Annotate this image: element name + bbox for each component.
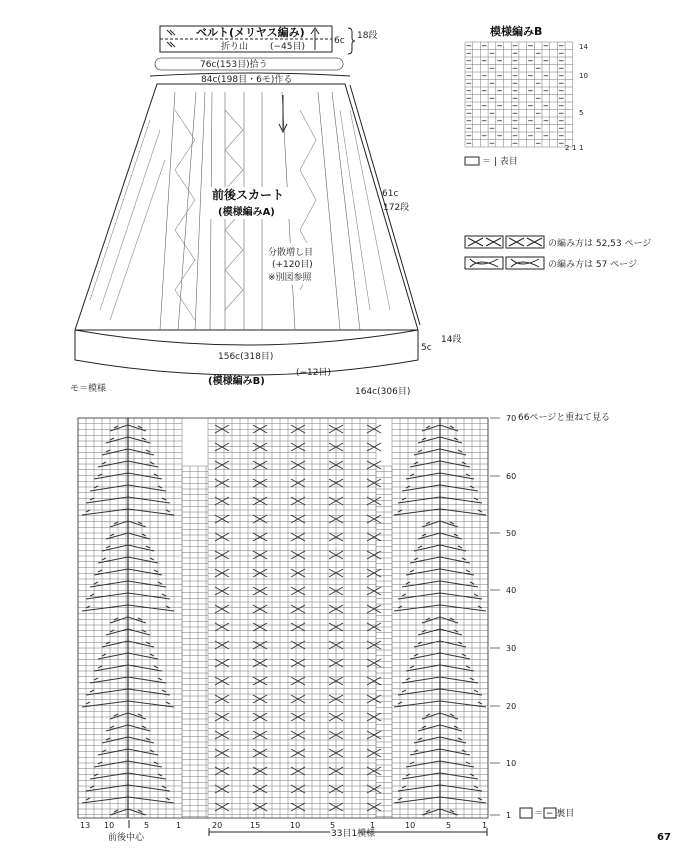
row-tick-20: 20 — [506, 702, 517, 711]
col-tick-1: 1 — [370, 821, 376, 830]
pb-row-10: 10 — [579, 72, 588, 80]
stitch-chart — [78, 411, 671, 843]
col-tick-13: 13 — [80, 821, 91, 830]
chart-top-note: 66ページと重ねて見る — [518, 413, 611, 423]
border-pattern: (模様編みB) — [208, 376, 265, 387]
row-tick-60: 60 — [506, 472, 517, 481]
increase-count: (+120目) — [272, 260, 313, 270]
skirt-pattern-label: (模様編みA) — [218, 207, 275, 218]
col-tick-1: 1 — [176, 821, 182, 830]
row-tick-70: 70 — [506, 414, 517, 423]
center-label: 前後中心 — [108, 833, 145, 843]
increase-note: ※別図参照 — [268, 273, 312, 283]
skirt-title: 前後スカート — [212, 188, 285, 202]
col-tick-10: 10 — [405, 821, 416, 830]
col-tick-10: 10 — [104, 821, 115, 830]
col-tick-5: 5 — [144, 821, 150, 830]
skirt-pickup — [150, 58, 350, 85]
purl-legend: ＝ − 裏目 — [534, 809, 575, 819]
cable-legend — [465, 236, 651, 270]
skirt-schematic — [70, 84, 461, 397]
row-tick-50: 50 — [506, 529, 517, 538]
pb-col-1: 1 — [572, 144, 577, 152]
pb-row-1: 1 — [579, 144, 584, 152]
pickup-label: 76c(153目)拾う — [200, 60, 268, 70]
row-tick-30: 30 — [506, 644, 517, 653]
cable-legend-2: の編み方は 57 ページ — [548, 260, 637, 270]
belt-dec-label: (−45目) — [270, 42, 306, 52]
pattern-b-legend: ＝ | 表目 — [482, 157, 518, 167]
col-tick-1: 1 — [482, 821, 488, 830]
mo-note: モ＝模様 — [70, 384, 107, 394]
skirt-rows: 172段 — [383, 203, 410, 213]
belt-height-label: 6c — [334, 36, 345, 46]
bottom-width: 156c(318目) — [218, 352, 274, 362]
pattern-b-chart — [465, 24, 588, 167]
col-tick-5: 5 — [446, 821, 452, 830]
row-tick-40: 40 — [506, 586, 517, 595]
border-height: 5c — [421, 343, 432, 353]
border-width: 164c(306目) — [355, 387, 411, 397]
border-rows: 14段 — [441, 335, 462, 345]
belt-schematic — [160, 25, 377, 54]
page-number: 67 — [657, 832, 671, 843]
cast-on-label: 84c(198目・6モ)作る — [201, 75, 293, 85]
belt-fold-label: 折り山 — [221, 42, 249, 52]
pattern-b-title: 模様編みB — [490, 25, 543, 38]
cable-legend-1: の編み方は 52,53 ページ — [548, 239, 652, 249]
border-dec: (−12目) — [296, 368, 332, 378]
row-tick-1: 1 — [506, 811, 512, 820]
skirt-height: 61c — [382, 189, 399, 199]
pb-col-2: 2 — [565, 144, 570, 152]
col-tick-10: 10 — [290, 821, 301, 830]
col-tick-15: 15 — [250, 821, 261, 830]
col-tick-20: 20 — [212, 821, 223, 830]
repeat-label: 33目1模様 — [331, 829, 376, 839]
belt-rows-label: 18段 — [357, 31, 378, 41]
pb-row-5: 5 — [579, 109, 584, 117]
row-tick-10: 10 — [506, 759, 517, 768]
increase-label: 分散増し目 — [268, 248, 314, 258]
belt-title: ベルト(メリヤス編み) — [196, 26, 305, 39]
pb-row-14: 14 — [579, 43, 588, 51]
col-tick-5: 5 — [330, 821, 336, 830]
